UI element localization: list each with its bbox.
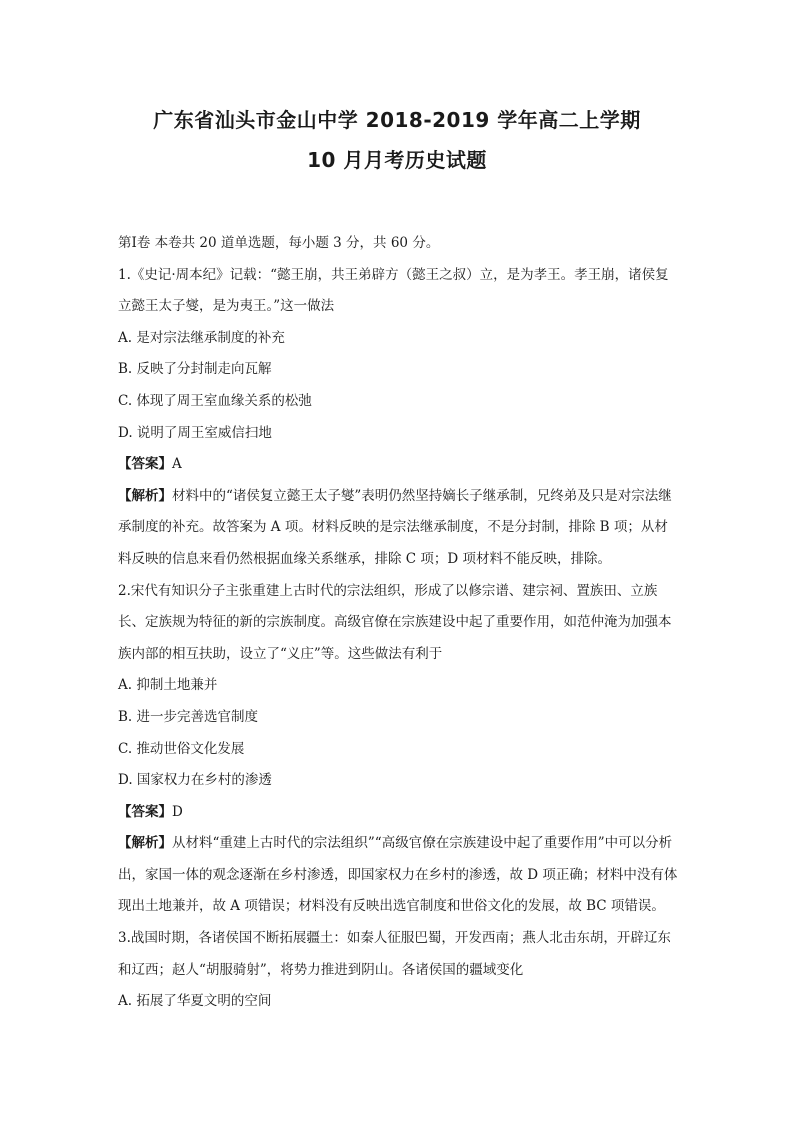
question-2-answer — [118, 797, 678, 829]
question-1-option-b: B. 反映了分封制走向瓦解 — [118, 361, 272, 378]
question-1-answer — [118, 449, 678, 481]
question-2-analysis — [118, 828, 678, 923]
answer-value: A — [172, 456, 182, 473]
question-1-option-a: A. 是对宗法继承制度的补充 — [118, 329, 285, 346]
section-intro: 第Ⅰ卷 本卷共 20 道单选题，每小题 3 分，共 60 分。 — [118, 235, 440, 251]
analysis-label: 【解析】 — [118, 835, 172, 852]
question-1-option-c: C. 体现了周王室血缘关系的松弛 — [118, 392, 312, 409]
answer-label: 【答案】 — [118, 803, 172, 820]
question-3-option-a: A. 拓展了华夏文明的空间 — [118, 993, 272, 1010]
question-1-analysis — [118, 481, 678, 576]
question-2-option-d: D. 国家权力在乡村的渗透 — [118, 772, 272, 789]
document-title-line2: 10 月月考历史试题 — [307, 148, 487, 172]
question-3-stem: 3.战国时期，各诸侯国不断拓展疆土：如秦人征服巴蜀，开发西南；燕人北击东胡，开辟辽东和辽西；赵人“胡服骑射”，将势力推进到阴山。各诸侯国的疆域变化 — [118, 930, 671, 978]
analysis-text: 材料中的“诸侯复立懿王太子燮”表明仍然坚持嫡长子继承制，兄终弟及只是对宗法继承制度的补充。故答案为 A 项。材料反映的是宗法继承制度，不是分封制，排除 B 项；从材料反映的信息来看仍然根据血缘关系继承，排除 C 项；D 项材料不能反映，排除。 — [118, 487, 672, 567]
question-2-option-b: B. 进一步完善选官制度 — [118, 708, 259, 725]
answer-value: D — [172, 803, 183, 820]
document-body — [118, 228, 678, 1018]
question-2-option-a: A. 抑制土地兼并 — [118, 677, 218, 694]
document-title-line1: 广东省汕头市金山中学 2018-2019 学年高二上学期 — [153, 108, 641, 132]
answer-label: 【答案】 — [118, 456, 172, 473]
analysis-label: 【解析】 — [118, 487, 172, 504]
question-1-option-d: D. 说明了周王室威信扫地 — [118, 424, 272, 441]
question-2-stem: 2.宋代有知识分子主张重建上古时代的宗法组织，形成了以修宗谱、建宗祠、置族田、立族长、定族规为特征的新的宗族制度。高级官僚在宗族建设中起了重要作用，如范仲淹为加强本族内部的相互扶助，设立了“义庄”等。这些做法有利于 — [118, 582, 672, 662]
question-1-stem: 1.《史记·周本纪》记载：“懿王崩，共王弟辟方（懿王之叔）立，是为孝王。孝王崩，诸侯复立懿王太子燮，是为夷王。”这一做法 — [118, 266, 669, 315]
analysis-text: 从材料“重建上古时代的宗法组织”“高级官僚在宗族建设中起了重要作用”中可以分析出，家国一体的观念逐渐在乡村渗透，即国家权力在乡村的渗透，故 D 项正确；材料中没有体现出土地兼并，故 A 项错误；材料没有反映出选官制度和世俗文化的发展，故 BC 项错误。 — [118, 835, 678, 915]
question-2-option-c: C. 推动世俗文化发展 — [118, 740, 245, 757]
